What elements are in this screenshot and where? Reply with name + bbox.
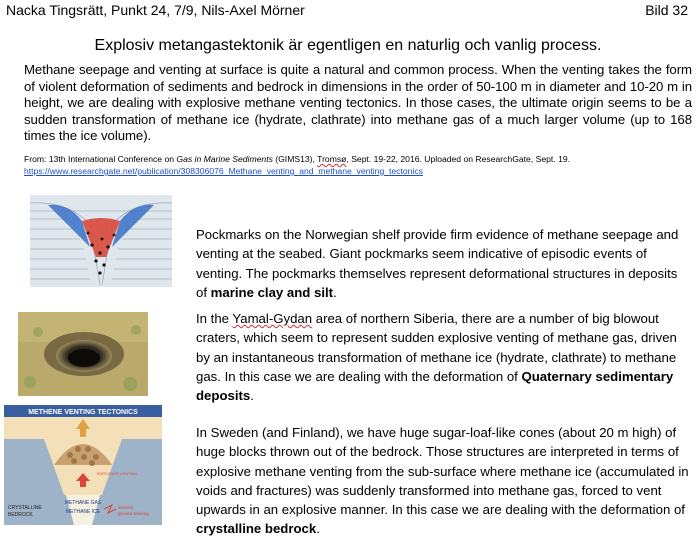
pockmarks-text: Pockmarks on the Norwegian shelf provide firm evidence of methane seepage and venting at the seabed. Giant pockmarks seem indicative of episodic events of venting. The pockmarks themselves represent deformational structures in deposits of (196, 227, 679, 300)
bedrock-label-1: CRYSTALLINE (8, 505, 42, 511)
sweden-end: . (316, 521, 320, 537)
yamal-place: Yamal-Gydan (232, 311, 313, 326)
slide-number: Bild 32 (645, 2, 688, 18)
pockmarks-end: . (333, 284, 337, 300)
shaking-label-1: Seismic (118, 505, 134, 510)
source-journal: Gas in Marine Sediments (176, 154, 273, 164)
crater-photo (18, 312, 148, 396)
source-mid: (GIMS13), (272, 154, 318, 164)
header-left: Nacka Tingsrätt, Punkt 24, 7/9, Nils-Axel Mörner (6, 2, 305, 18)
pockmarks-bold: marine clay and silt (210, 284, 334, 300)
yamal-end: . (250, 388, 254, 404)
slide-title: Explosiv metangastektonik är egentligen en naturlig och vanlig process. (94, 37, 602, 54)
source-link[interactable]: https://www.researchgate.net/publication/308306076_Methane_venting_and_methane_venting_tectonics (24, 166, 423, 176)
venting-tectonics-diagram (4, 405, 162, 525)
seismic-profile-image (30, 195, 172, 287)
source-place: Tromsø (317, 154, 347, 164)
source-citation (24, 153, 692, 177)
sweden-text: In Sweden (and Finland), we have huge sugar-loaf-like cones (about 20 m high) of huge blocks thrown out of the bedrock. Those structures are interpreted in terms of explosive methane venting from the sub-surface where methane ice (accumulated in voids and fractures) was suddenly transformed into methane gas, forced to vent upwards in an explosive manner. In this case we are dealing with the deformation of (196, 425, 689, 518)
source-suffix: , Sept. 19-22, 2016. Uploaded on ResearchGate, Sept. 19. (346, 154, 571, 164)
methane-gas-label: METHANE GAS (64, 500, 102, 506)
sweden-bold: crystalline bedrock (196, 521, 317, 537)
methane-ice-label: METHANE ICE (65, 509, 101, 515)
pockmarks-paragraph (196, 225, 690, 302)
sweden-paragraph (196, 423, 690, 539)
yamal-text: area of northern Siberia, there are a number of big blowout craters, which seem to represent sudden explosive venting of methane gas, driven by an instantaneous transformation of methane ice (hydrate, clathrate) to methane gas. In this case we are dealing with the deformation of (196, 311, 677, 384)
shaking-label-2: ground shaking (118, 511, 149, 516)
diagram-title: METHENE VENTING TECTONICS (28, 409, 138, 416)
intro-paragraph: Methane seepage and venting at surface is quite a natural and common process. When the venting takes the form of violent deformation of sediments and bedrock in dimensions in the order of 50-100 m in diameter and 10-20 m in height, we are dealing with explosive methane venting tectonics. In those cases, the ultimate origin seems to be a sudden transformation of methane ice (hydrate, clathrate) into methane gas of a much larger volume (up to 168 times the ice volume). (24, 62, 692, 144)
bedrock-label-2: BEDROCK (8, 512, 33, 518)
source-prefix: From: 13th International Conference on (24, 154, 177, 164)
yamal-pre: In the (196, 311, 233, 326)
yamal-paragraph (196, 309, 690, 405)
yamal-bold: Quaternary sedimentary deposits (196, 368, 674, 404)
exploded-label: EXPLODED VENTING (97, 471, 138, 476)
